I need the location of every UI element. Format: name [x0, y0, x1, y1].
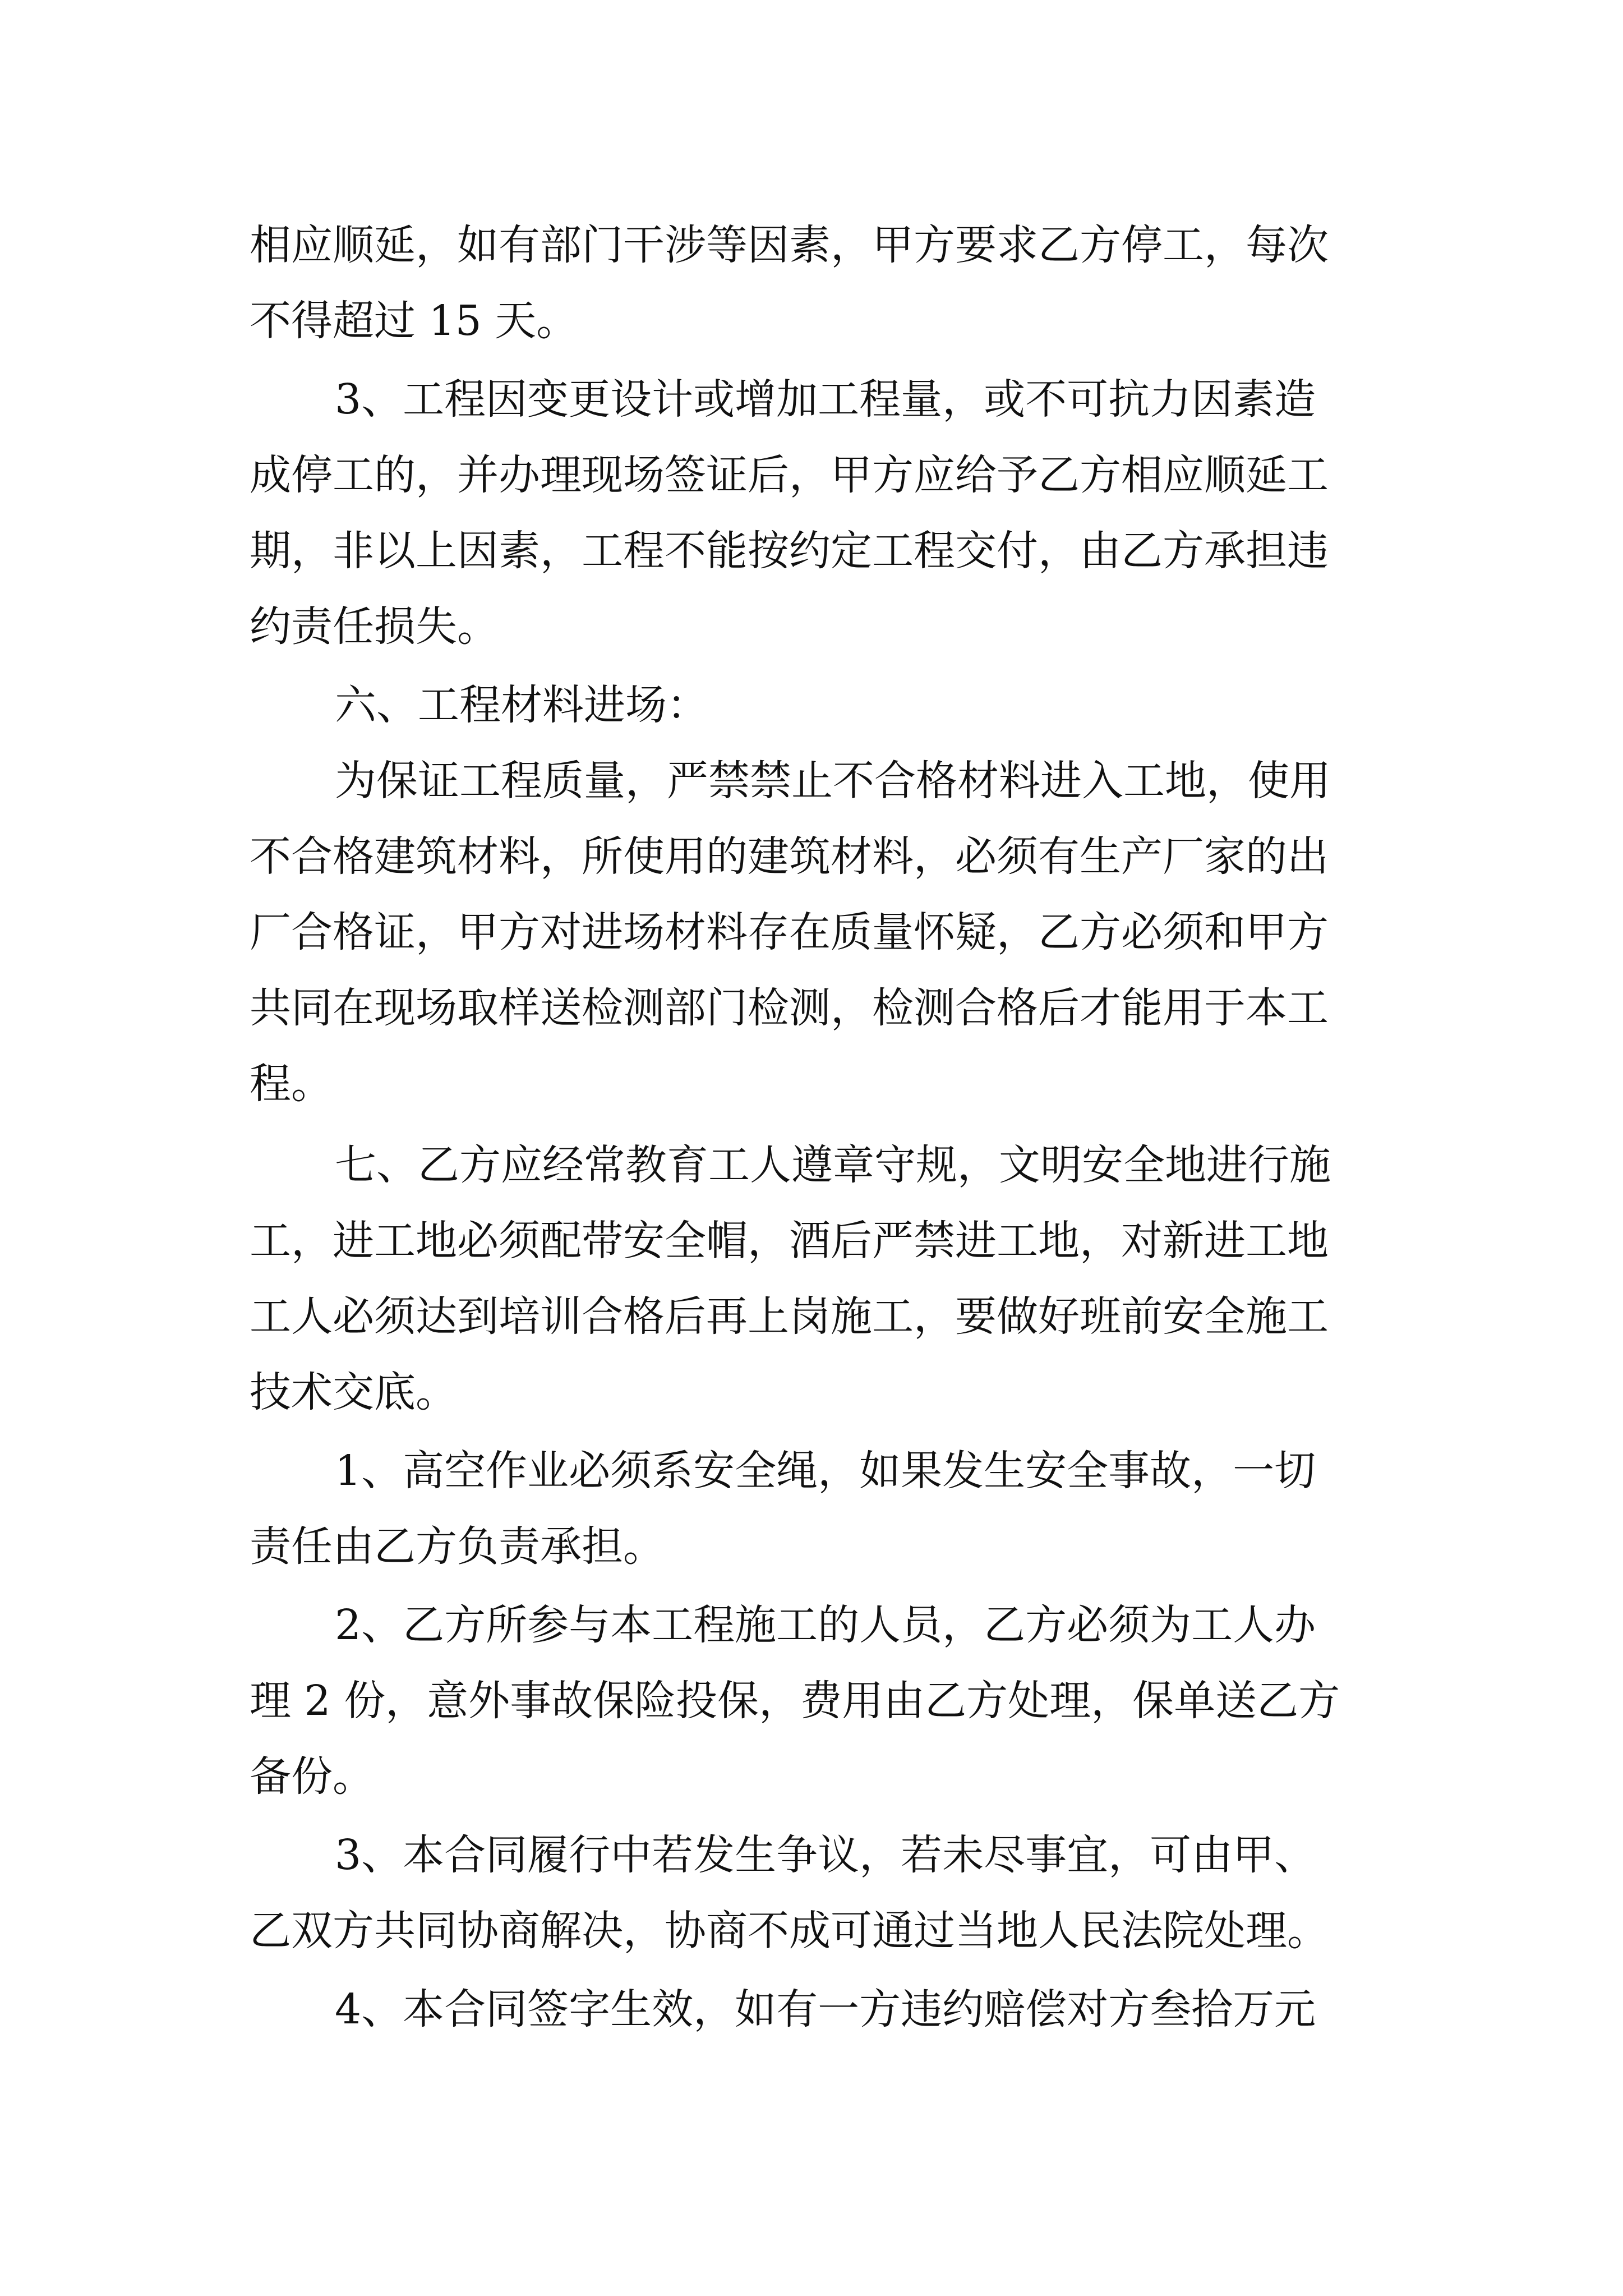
text-line: 备份。: [250, 1752, 374, 1801]
text-line: 程。: [250, 1060, 333, 1108]
section-heading: 七、乙方应经常教育工人遵章守规，文明安全地进行施: [335, 1141, 1331, 1189]
text-line: 工，进工地必须配带安全帽，酒后严禁进工地，对新进工地: [250, 1217, 1329, 1265]
text-line: 不合格建筑材料，所使用的建筑材料，必须有生产厂家的出: [250, 832, 1329, 881]
text-line: 相应顺延，如有部门干涉等因素，甲方要求乙方停工，每次: [250, 221, 1329, 269]
section-heading: 六、工程材料进场：: [335, 681, 708, 729]
text-line: 3、工程因变更设计或增加工程量，或不可抗力因素造: [335, 375, 1316, 424]
text-line: 乙双方共同协商解决，协商不成可通过当地人民法院处理。: [250, 1907, 1329, 1955]
text-line: 责任由乙方负责承担。: [250, 1522, 665, 1571]
text-line: 厂合格证，甲方对进场材料存在质量怀疑，乙方必须和甲方: [250, 908, 1329, 956]
text-line: 理 2 份，意外事故保险投保，费用由乙方处理，保单送乙方: [250, 1677, 1340, 1725]
text-line: 工人必须达到培训合格后再上岗施工，要做好班前安全施工: [250, 1292, 1329, 1341]
text-line: 2、乙方所参与本工程施工的人员，乙方必须为工人办: [335, 1601, 1316, 1649]
text-line: 不得超过 15 天。: [250, 297, 578, 345]
text-line: 为保证工程质量，严禁禁止不合格材料进入工地，使用: [335, 757, 1331, 805]
text-line: 1、高空作业必须系安全绳，如果发生安全事故，一切: [335, 1447, 1316, 1495]
text-line: 期，非以上因素，工程不能按约定工程交付，由乙方承担违: [250, 527, 1329, 575]
text-line: 共同在现场取样送检测部门检测，检测合格后才能用于本工: [250, 984, 1329, 1032]
text-line: 成停工的，并办理现场签证后，甲方应给予乙方相应顺延工: [250, 451, 1329, 499]
text-line: 技术交底。: [250, 1368, 457, 1416]
text-line: 3、本合同履行中若发生争议，若未尽事宜，可由甲、: [335, 1831, 1316, 1879]
text-line: 约责任损失。: [250, 602, 499, 651]
text-line: 4、本合同签字生效，如有一方违约赔偿对方叁拾万元: [335, 1985, 1316, 2033]
